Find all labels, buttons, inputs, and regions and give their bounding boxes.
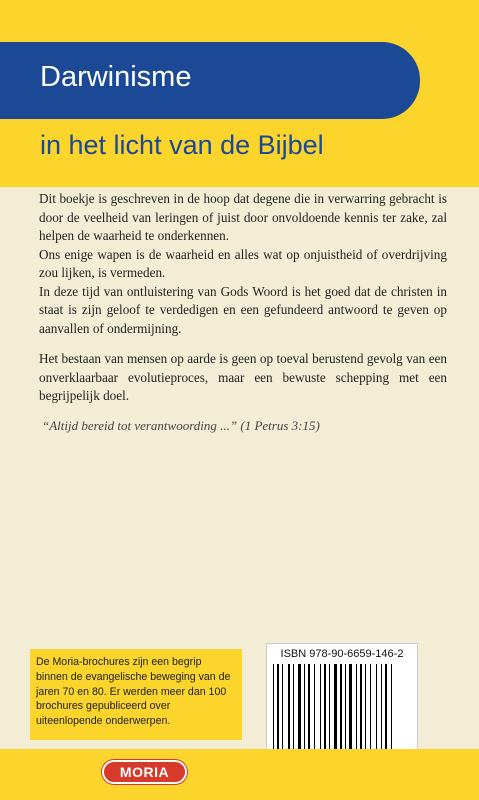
blurb-paragraph-4: Het bestaan van mensen op aarde is geen op toeval berustend gevolg van een onverklaarbaar evolutieproces, maar een bewuste schepping met een begrijpelijk doel. xyxy=(39,351,447,403)
blurb-paragraph-2: Ons enige wapen is de waarheid en alles wat op onjuistheid of overdrijving zou lijken, is vermeden. xyxy=(39,246,447,280)
isbn-label: ISBN 978-90-6659-146-2 xyxy=(280,648,404,660)
bible-quote: “Altijd bereid tot verantwoording ...” (1 Petrus 3:15) xyxy=(42,418,320,433)
footer-band xyxy=(0,749,479,800)
blurb-paragraph-1: Dit boekje is geschreven in de hoop dat degene die in verwarring gebracht is door de veelheid van leringen of juist door onvoldoende kennis ter zake, zal helpen de waarheid te onderkennen. xyxy=(39,191,447,243)
info-text: De Moria-brochures zijn een begrip binnen de evangelische beweging van de jaren 70 en 80. Er werden meer dan 100 brochures gepubliceerd over uiteenlopende onderwerpen. xyxy=(36,656,231,728)
blurb xyxy=(39,190,447,406)
book-title: Darwinisme xyxy=(40,61,192,93)
barcode-bars xyxy=(273,664,411,752)
blurb-paragraph-3: In deze tijd van ontluistering van Gods Woord is het goed dat de christen in staat is zijn geloof te verdedigen en een gefundeerd antwoord te geven op aanvallen of ondermijning. xyxy=(39,283,447,336)
info-box xyxy=(30,649,242,740)
publisher-logo: MORIA xyxy=(102,760,187,784)
book-subtitle: in het licht van de Bijbel xyxy=(40,130,324,160)
